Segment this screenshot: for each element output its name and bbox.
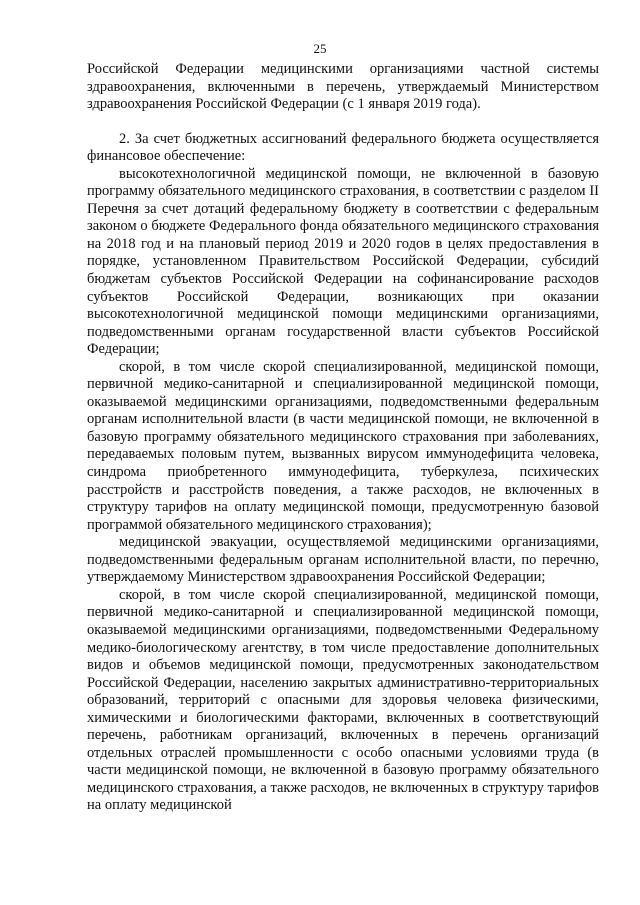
paragraph-emergency-care-fmba: скорой, в том числе скорой специализированной, медицинской помощи, первичной медико-санитарной и специализированной медицинской помощи, оказываемой медицинскими организациями, подведомственными Федеральному медико-биологическому агентству, в том числе предоставление дополнительных видов и объемов медицинской помощи, предусмотренных законодательством Российской Федерации, населению закрытых административно-территориальных образований, территорий с опасными для здоровья человека физическими, химическими и биологическими факторами, включенных в соответствующий перечень, работникам организаций, включенных в перечень организаций отдельных отраслей промышленности с особо опасными условиями труда (в части медицинской помощи, не включенной в базовую программу обязательного медицинского страхования, а также расходов, не включенных в структуру тарифов на оплату медицинской — [87, 586, 599, 814]
paragraph-emergency-care-federal: скорой, в том числе скорой специализированной, медицинской помощи, первичной медико-санитарной и специализированной медицинской помощи, оказываемой медицинскими организациями, подведомственными федеральным органам исполнительной власти (в части медицинской помощи, не включенной в базовую программу обязательного медицинского страхования при заболеваниях, передаваемых половым путем, вызванных вирусом иммунодефицита человека, синдрома приобретенного иммунодефицита, туберкулеза, психических расстройств и расстройств поведения, а также расходов, не включенных в структуру тарифов на оплату медицинской помощи, предусмотренную базовой программой обязательного медицинского страхования); — [87, 358, 599, 533]
page-number: 25 — [313, 41, 327, 56]
document-body — [87, 61, 599, 815]
paragraph-continuation: Российской Федерации медицинскими организациями частной системы здравоохранения, включенными в перечень, утверждаемый Министерством здравоохранения Российской Федерации (с 1 января 2019 года). — [87, 61, 599, 113]
paragraph-high-tech-care: высокотехнологичной медицинской помощи, не включенной в базовую программу обязательного медицинского страхования, в соответствии с разделом II Перечня за счет дотаций федеральному бюджету в соответствии с федеральным законом о бюджете Федерального фонда обязательного медицинского страхования на 2018 год и на плановый период 2019 и 2020 годов в целях предоставления в порядке, установленном Правительством Российской Федерации, субсидий бюджетам субъектов Российской Федерации на софинансирование расходов субъектов Российской Федерации, возникающих при оказании высокотехнологичной медицинской помощи медицинскими организациями, подведомственными органам государственной власти субъектов Российской Федерации; — [87, 165, 599, 358]
paragraph-medical-evacuation: медицинской эвакуации, осуществляемой медицинскими организациями, подведомственными федеральным органам исполнительной власти, по перечню, утверждаемому Министерством здравоохранения Российской Федерации; — [87, 534, 599, 586]
paragraph-item-2-intro: 2. За счет бюджетных ассигнований федерального бюджета осуществляется финансовое обеспечение: — [87, 130, 599, 165]
